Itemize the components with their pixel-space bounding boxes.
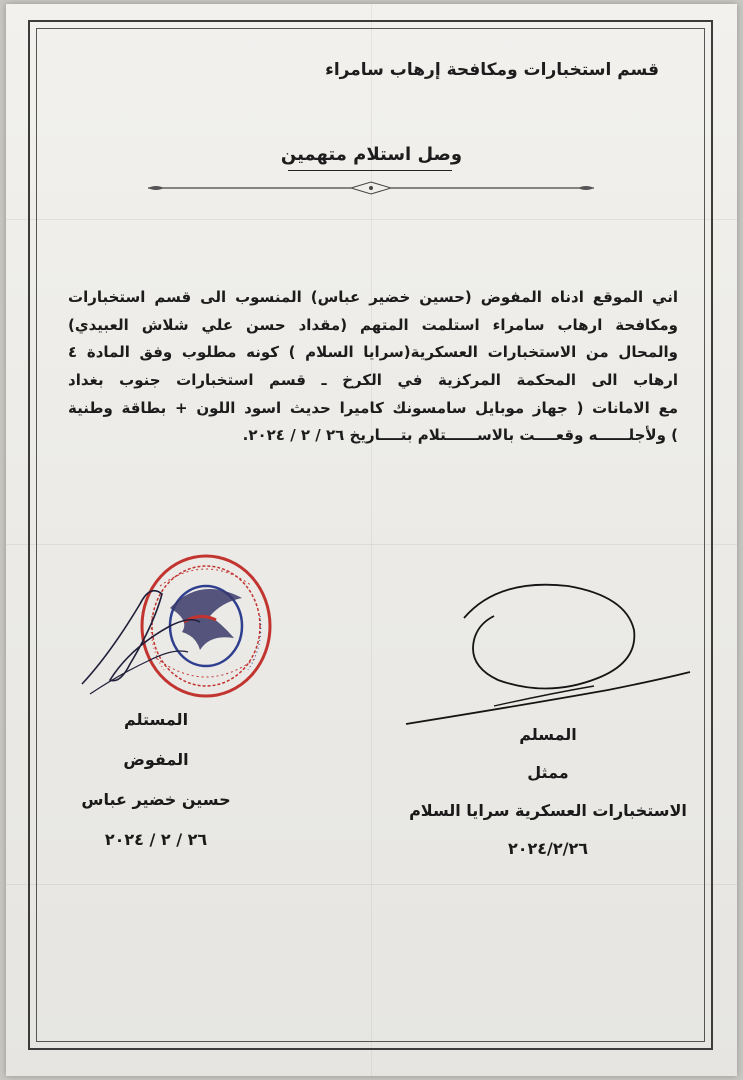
body-line: مع الامانات ( جهاز موبايل سامسونك كاميرا حديث اسود اللون + بطاقة وطنية [68,398,678,417]
deliverer-block [388,716,708,868]
deliverer-org: الاستخبارات العسكرية سرايا السلام [409,801,687,820]
body-line: ومكافحة ارهاب سامراء استلمت المتهم (مقداد حسن علي شلاش العبيدي) [68,315,678,334]
deliverer-date: ٢٠٢٤/٢/٢٦ [507,839,589,858]
deliverer-role: المسلم [519,725,577,744]
deliverer-rep: ممثل [527,763,569,782]
body-paragraph [68,284,678,450]
deliverer-signature [398,574,698,739]
receiver-date: ٢٦ / ٢ / ٢٠٢٤ [104,830,208,849]
title-underline [288,170,452,171]
body-line: والمحال من الاستخبارات العسكرية(سرايا السلام ) كونه مطلوب وفق المادة ٤ [68,343,678,362]
body-line: ) ولأجلــــــه وقعــــت بالاســــــتلام بتــــاريخ ٢٦ / ٢ / ٢٠٢٤. [242,426,678,445]
department-header: قسم استخبارات ومكافحة إرهاب سامراء [325,60,659,80]
receiver-name: حسين خضير عباس [81,790,231,809]
receiver-signature [70,564,210,714]
page-title: وصل استلام متهمين [280,144,463,165]
receiver-rank: المفوض [123,750,189,769]
receiver-block [66,700,246,860]
divider-ornament [146,178,596,198]
receiver-role: المستلم [123,710,189,729]
body-line: ارهاب الى المحكمة المركزية في الكرخ ـ قسم استخبارات جنوب بغداد [68,371,678,390]
document-sheet [6,4,737,1076]
body-line: اني الموقع ادناه المفوض (حسين خضير عباس) المنسوب الى قسم استخبارات [68,288,678,306]
